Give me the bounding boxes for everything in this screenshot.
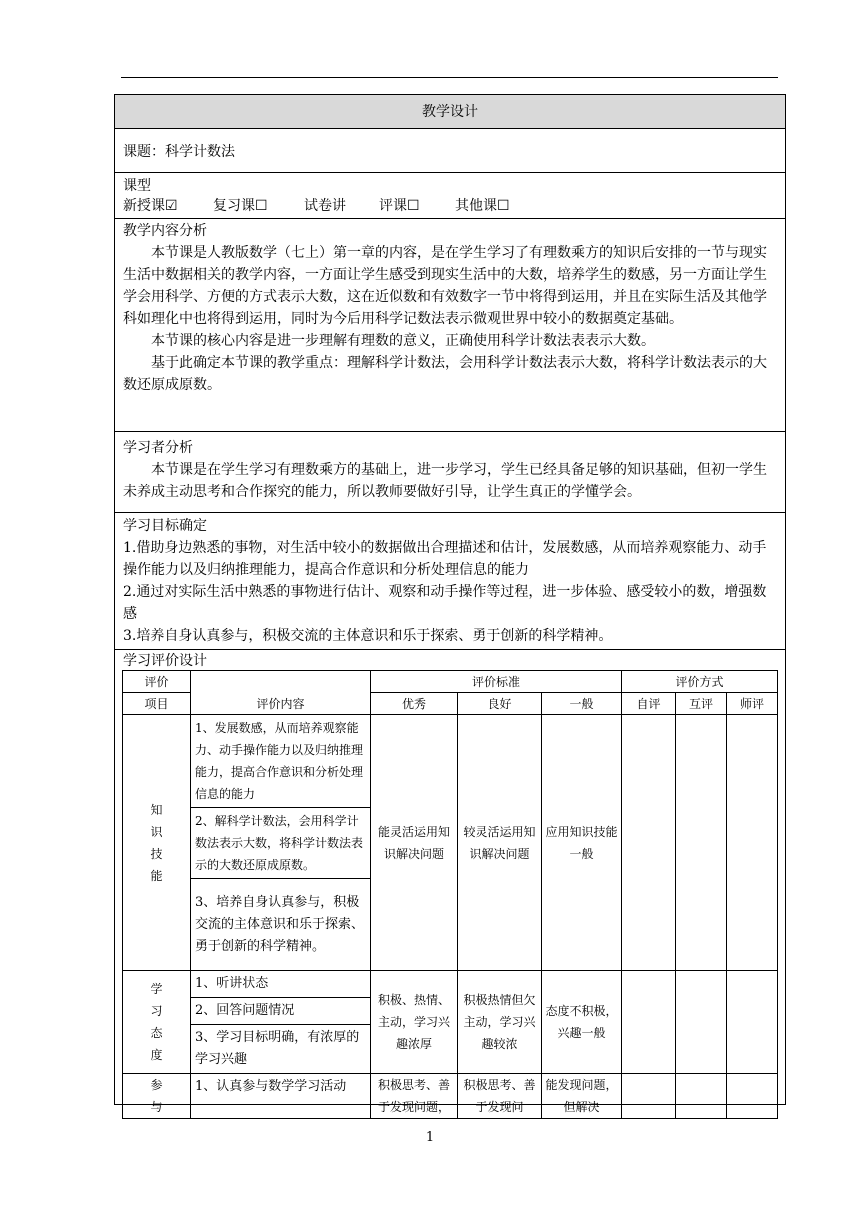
goal-item: 1.借助身边熟悉的事物，对生活中较小的数据做出合理描述和估计，发展数感，从而培养观察能力、动手操作能力以及归纳推理能力，提高合作意识和分析处理信息的能力 bbox=[123, 540, 767, 578]
eval-content-cell: 2、解科学计数法，会用科学计数法表示大数，将科学计数法表示的大数还原成原数。 bbox=[191, 808, 371, 879]
lesson-design-table bbox=[114, 94, 786, 1114]
eval-content-cell: 2、回答问题情况 bbox=[191, 998, 371, 1025]
goals-title: 学习目标确定 bbox=[123, 518, 207, 534]
course-type-row bbox=[115, 173, 785, 219]
content-analysis bbox=[115, 219, 785, 432]
eval-content-cell: 3、学习目标明确，有浓厚的学习兴趣 bbox=[191, 1025, 371, 1074]
option-exam[interactable]: 试卷讲 bbox=[304, 198, 346, 214]
option-other[interactable]: 其他课☐ bbox=[455, 198, 510, 214]
topic-row: 课题：科学计数法 bbox=[115, 129, 785, 173]
header-peer: 互评 bbox=[676, 693, 727, 715]
header-normal: 一般 bbox=[542, 693, 622, 715]
eval-good-cell: 积极热情但欠主动，学习兴趣较浓 bbox=[458, 971, 542, 1074]
header-standard: 评价标准 bbox=[371, 671, 622, 693]
option-new[interactable]: 新授课☑ bbox=[123, 198, 178, 214]
eval-normal-cell: 应用知识技能一般 bbox=[542, 715, 622, 971]
eval-content-cell: 1、发展数感，从而培养观察能力、动手操作能力以及归纳推理能力，提高合作意识和分析处理信息的能力 bbox=[191, 715, 371, 808]
eval-normal-cell: 能发现问题，但解决 bbox=[542, 1074, 622, 1119]
learner-analysis bbox=[115, 432, 785, 513]
goal-item: 2.通过对实际生活中熟悉的事物进行估计、观察和动手操作等过程，进一步体验、感受较小的数，增强数感 bbox=[123, 584, 767, 622]
group-participation: 参 与 bbox=[123, 1074, 191, 1119]
option-review[interactable]: 复习课☐ bbox=[213, 198, 268, 214]
eval-excellent-cell: 能灵活运用知识解决问题 bbox=[371, 715, 458, 971]
eval-excellent-cell: 积极、热情、主动，学习兴趣浓厚 bbox=[371, 971, 458, 1074]
eval-good-cell: 积极思考、善于发现问 bbox=[458, 1074, 542, 1119]
eval-peer-cell[interactable] bbox=[676, 715, 727, 971]
header-rule bbox=[121, 77, 778, 78]
eval-content-cell: 3、培养自身认真参与，积极交流的主体意识和乐于探索、勇于创新的科学精神。 bbox=[191, 879, 371, 971]
eval-good-cell: 较灵活运用知识解决问题 bbox=[458, 715, 542, 971]
header-self: 自评 bbox=[622, 693, 676, 715]
page-number: 1 bbox=[425, 1130, 435, 1145]
learner-analysis-title: 学习者分析 bbox=[123, 440, 193, 456]
group-knowledge: 知 识 技 能 bbox=[123, 715, 191, 971]
header-method: 评价方式 bbox=[622, 671, 778, 693]
eval-content-cell: 1、认真参与数学学习活动 bbox=[191, 1074, 371, 1119]
learner-paragraph: 本节课是在学生学习有理数乘方的基础上，进一步学习，学生已经具备足够的知识基础，但初一学生未养成主动思考和合作探究的能力，所以教师要做好引导，让学生真正的学懂学会。 bbox=[123, 462, 767, 500]
content-paragraph: 本节课的核心内容是进一步理解有理数的意义，正确使用科学计数法表表示大数。 bbox=[151, 333, 655, 349]
course-type-options bbox=[123, 196, 785, 216]
eval-content-cell: 1、听讲状态 bbox=[191, 971, 371, 998]
header-eval: 评价 bbox=[123, 671, 191, 693]
header-item: 项目 bbox=[123, 693, 191, 715]
eval-peer-cell[interactable] bbox=[676, 971, 727, 1074]
content-paragraph: 基于此确定本节课的教学重点：理解科学计数法，会用科学计数法表示大数，将科学计数法表示的大数还原成原数。 bbox=[123, 355, 767, 393]
header-good: 良好 bbox=[458, 693, 542, 715]
content-paragraph: 本节课是人教版数学（七上）第一章的内容，是在学生学习了有理数乘方的知识后安排的一节与现实生活中数据相关的教学内容，一方面让学生感受到现实生活中的大数，培养学生的数感，另一方面让学生学会用科学、方便的方式表示大数，这在近似数和有效数字一节中将得到运用，并且在实际生活及其他学科如理化中也将得到运用，同时为今后用科学记数法表示微观世界中较小的数据奠定基础。 bbox=[123, 245, 767, 327]
content-analysis-title: 教学内容分析 bbox=[123, 223, 207, 239]
learning-goals bbox=[115, 513, 785, 650]
option-assess[interactable]: 评课☐ bbox=[379, 198, 420, 214]
eval-self-cell[interactable] bbox=[622, 971, 676, 1074]
header-content: 评价内容 bbox=[191, 671, 371, 715]
header-excellent: 优秀 bbox=[371, 693, 458, 715]
header-teacher: 师评 bbox=[727, 693, 778, 715]
goal-item: 3.培养自身认真参与，积极交流的主体意识和乐于探索、勇于创新的科学精神。 bbox=[123, 628, 613, 644]
eval-teacher-cell[interactable] bbox=[727, 715, 778, 971]
table-title: 教学设计 bbox=[115, 95, 785, 129]
eval-normal-cell: 态度不积极，兴趣一般 bbox=[542, 971, 622, 1074]
course-type-label: 课型 bbox=[123, 178, 151, 194]
eval-self-cell[interactable] bbox=[622, 1074, 676, 1119]
group-attitude: 学 习 态 度 bbox=[123, 971, 191, 1074]
eval-teacher-cell[interactable] bbox=[727, 971, 778, 1074]
eval-title: 学习评价设计 bbox=[123, 653, 207, 669]
eval-table bbox=[122, 670, 778, 1119]
eval-excellent-cell: 积极思考、善于发现问题， bbox=[371, 1074, 458, 1119]
eval-peer-cell[interactable] bbox=[676, 1074, 727, 1119]
eval-teacher-cell[interactable] bbox=[727, 1074, 778, 1119]
eval-self-cell[interactable] bbox=[622, 715, 676, 971]
